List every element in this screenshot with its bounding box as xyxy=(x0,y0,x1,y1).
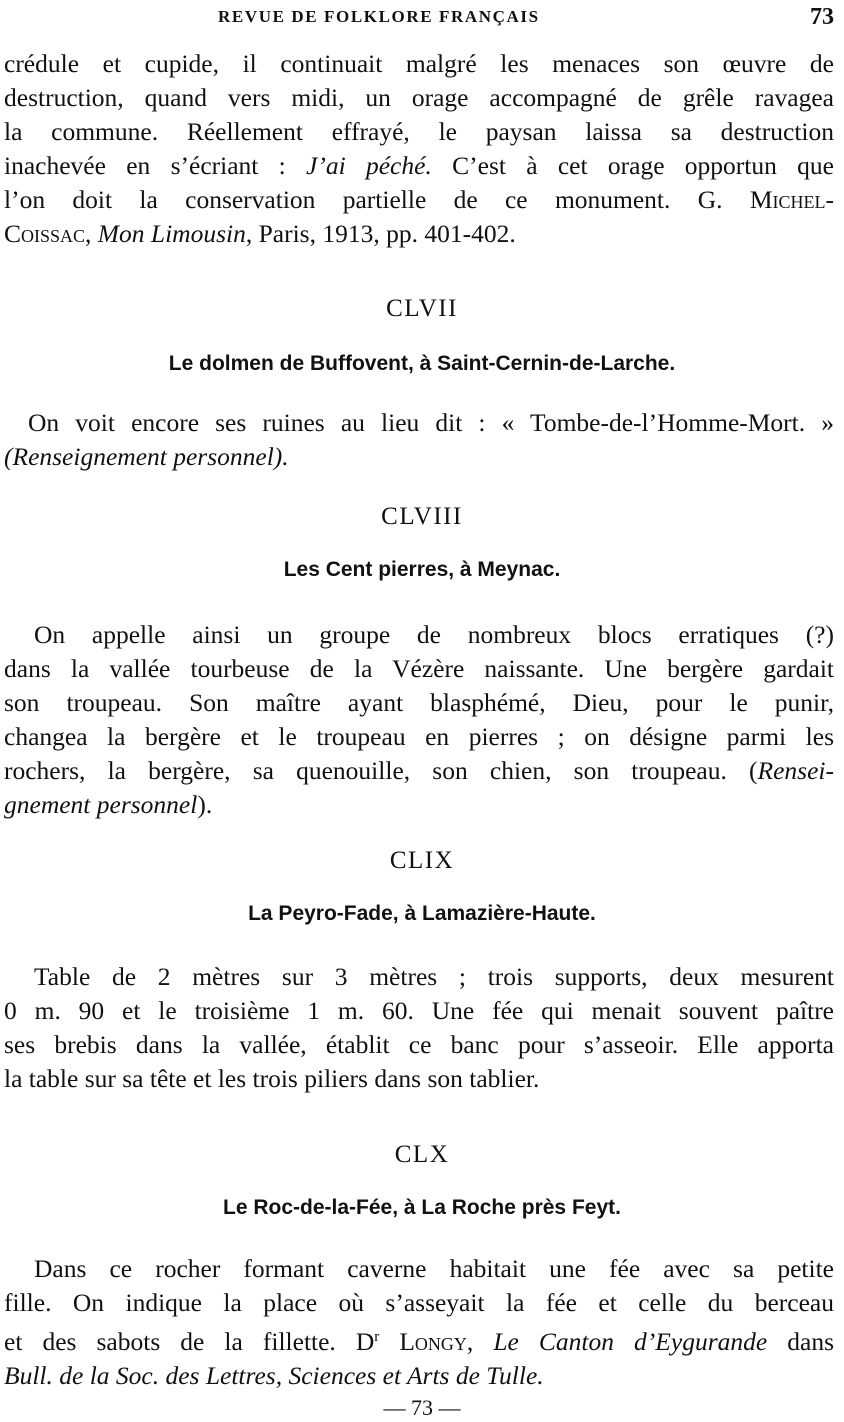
author-name-cont: Coissac xyxy=(4,219,86,248)
author-name: Longy xyxy=(399,1327,467,1356)
section-number-clviii: CLVIII xyxy=(381,503,463,530)
section-title-clvii: Le dolmen de Buffovent, à Saint-Cernin-de-Larche. xyxy=(168,352,676,375)
text-line: la commune. Réellement effrayé, le paysan laissa sa destruction xyxy=(4,117,834,146)
text-line: Bull. de la Soc. des Lettres, Sciences et Arts de Tulle. xyxy=(4,1361,544,1390)
text-line: On voit encore ses ruines au lieu dit : « Tombe-de-l’Homme-Mort. » xyxy=(28,408,834,437)
text-line: fille. On indique la place où s’asseyait la fée et celle du berceau xyxy=(4,1288,834,1317)
section-number-clx: CLX xyxy=(394,1141,450,1168)
text-line: destruction, quand vers midi, un orage accompagné de grêle ravagea xyxy=(4,83,834,112)
text-line: 0 m. 90 et le troisième 1 m. 60. Une fée qui menait souvent paître xyxy=(4,996,834,1025)
text-line: son troupeau. Son maître ayant blasphémé, Dieu, pour le punir, xyxy=(4,688,834,717)
section-clx-paragraph xyxy=(4,1252,834,1393)
text-line: inachevée en s’écriant : J’ai péché. C’est à cet orage opportun que xyxy=(4,151,834,180)
section-clviii-paragraph xyxy=(4,618,834,822)
text-line: gnement personnel). xyxy=(4,790,213,819)
quote-jai-peche: J’ai péché. xyxy=(306,151,432,180)
author-name: Michel- xyxy=(749,185,834,214)
section-clvii-paragraph xyxy=(4,406,834,474)
text-line: l’on doit la conservation partielle de ce monument. G. Michel- xyxy=(4,185,834,214)
book-title: Le Canton d’Eygurande xyxy=(493,1327,768,1356)
section-title-clx: Le Roc-de-la-Fée, à La Roche près Feyt. xyxy=(223,1196,621,1219)
section-clix-paragraph xyxy=(4,960,834,1096)
text-line: rochers, la bergère, sa quenouille, son chien, son troupeau. (Rensei- xyxy=(4,756,834,785)
page-number: 73 xyxy=(810,4,834,30)
text-line: la table sur sa tête et les trois piliers dans son tablier. xyxy=(4,1064,540,1093)
section-title-clix: La Peyro-Fade, à Lamazière-Haute. xyxy=(248,902,596,925)
section-number-clix: CLIX xyxy=(389,847,455,874)
text-line: crédule et cupide, il continuait malgré les menaces son œuvre de xyxy=(4,49,834,78)
text-line: On appelle ainsi un groupe de nombreux blocs erratiques (?) xyxy=(34,620,834,649)
text-line: Coissac, Mon Limousin, Paris, 1913, pp. 401-402. xyxy=(4,219,516,248)
journal-title: REVUE DE FOLKLORE FRANÇAIS xyxy=(218,7,540,26)
running-head xyxy=(0,6,844,30)
section-number-clvii: CLVII xyxy=(386,295,458,322)
page-folio: — 73 — xyxy=(383,1395,461,1420)
text-line: et des sabots de la fillette. $D^r$ Longy, Le Canton d’Eygurande dans xyxy=(4,1327,834,1356)
text-line: dans la vallée tourbeuse de la Vézère naissante. Une bergère gardait xyxy=(4,654,834,683)
book-title: Mon Limousin xyxy=(97,219,246,248)
text-line: ses brebis dans la vallée, établit ce banc pour s’asseoir. Elle apporta xyxy=(4,1030,834,1059)
section-title-clviii: Les Cent pierres, à Meynac. xyxy=(283,558,561,581)
text-line: changea la bergère et le troupeau en pierres ; on désigne parmi les xyxy=(4,722,834,751)
text-line: Table de 2 mètres sur 3 mètres ; trois supports, deux mesurent xyxy=(34,962,834,991)
text-line: (Renseignement personnel). xyxy=(4,442,289,471)
intro-paragraph xyxy=(4,47,834,251)
text-line: Dans ce rocher formant caverne habitait une fée avec sa petite xyxy=(34,1254,834,1283)
